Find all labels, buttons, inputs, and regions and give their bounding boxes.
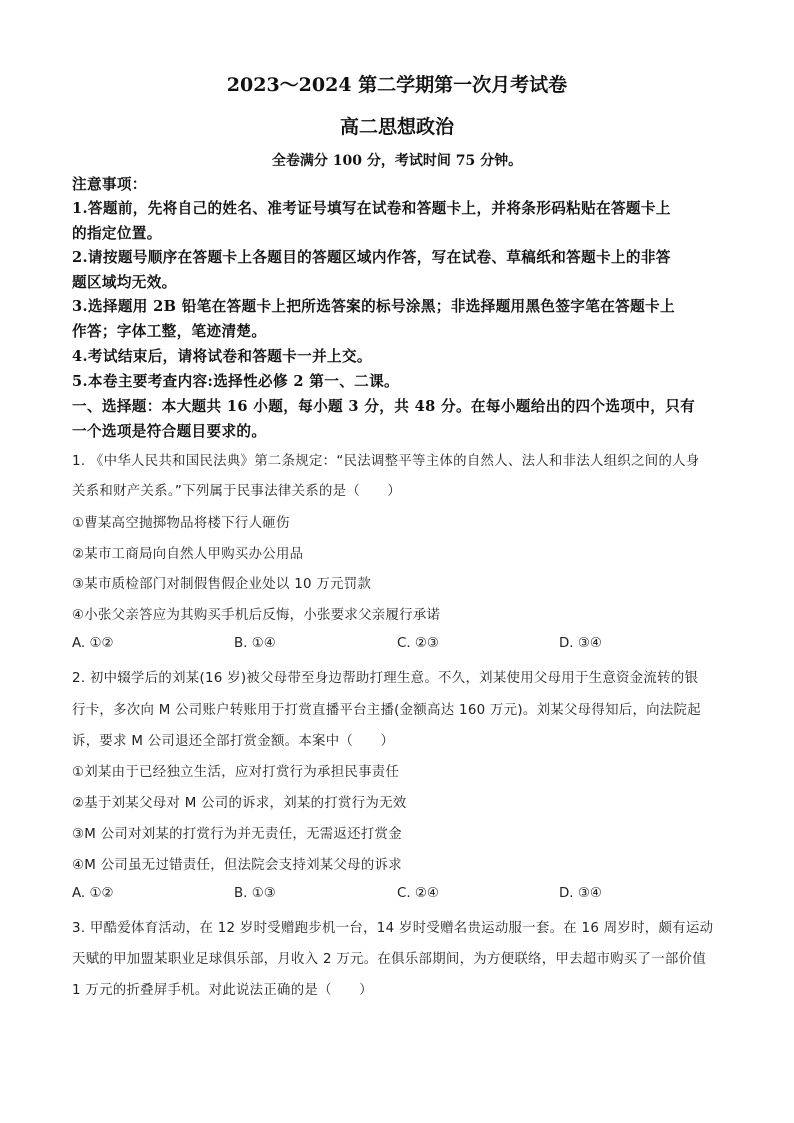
exam-subject: 高二思想政治 [339,116,454,138]
statement-item: ①曹某高空抛掷物品将楼下行人砸伤 [72,516,290,531]
statement-item: ③某市质检部门对制假售假企业处以 10 万元罚款 [72,577,372,592]
option-b[interactable]: B. ①③ [234,886,276,901]
notice-heading: 注意事项： [72,176,147,193]
question-stem-line: 1. 《中华人民共和国民法典》第二条规定：“民法调整平等主体的自然人、法人和非法人组织之间的人身 [72,454,700,469]
question-stem-line: 天赋的甲加盟某职业足球俱乐部，月收入 2 万元。在俱乐部期间，为方便联络，甲去超市购买了一部价值 [72,952,707,967]
question-stem-line: 1 万元的折叠屏手机。对此说法正确的是（ ） [72,983,373,998]
notice-line: 1.答题前，先将自己的姓名、准考证号填写在试卷和答题卡上，并将条形码粘贴在答题卡上 [72,200,671,217]
notice-line: 3.选择题用 2B 铅笔在答题卡上把所选答案的标号涂黑；非选择题用黑色签字笔在答题卡上 [72,298,675,315]
notice-line: 作答；字体工整，笔迹清楚。 [72,323,267,340]
statement-item: ②基于刘某父母对 M 公司的诉求，刘某的打赏行为无效 [72,796,407,811]
option-d[interactable]: D. ③④ [559,886,602,901]
statement-item: ④M 公司虽无过错责任，但法院会支持刘某父母的诉求 [72,858,402,873]
question-stem-line: 2. 初中辍学后的刘某(16 岁)被父母带至身边帮助打理生意。不久，刘某使用父母用于生意资金流转的银 [72,671,699,686]
option-b[interactable]: B. ①④ [234,636,276,651]
notice-line: 5.本卷主要考查内容:选择性必修 2 第一、二课。 [72,373,399,390]
option-a[interactable]: A. ①② [72,886,114,901]
notice-line: 2.请按题号顺序在答题卡上各题目的答题区域内作答，写在试卷、草稿纸和答题卡上的非答 [72,249,671,266]
exam-score-time: 全卷满分 100 分，考试时间 75 分钟。 [271,153,523,169]
statement-item: ①刘某由于已经独立生活，应对打赏行为承担民事责任 [72,765,400,780]
option-c[interactable]: C. ②④ [397,886,439,901]
section-heading-line: 一个选项是符合题目要求的。 [72,423,267,440]
statement-item: ④小张父亲答应为其购买手机后反悔，小张要求父亲履行承诺 [72,608,441,623]
question-stem-line: 关系和财产关系。”下列属于民事法律关系的是（ ） [72,484,402,499]
question-stem-line: 诉，要求 M 公司退还全部打赏金额。本案中（ ） [72,734,395,749]
statement-item: ③M 公司对刘某的打赏行为并无责任，无需返还打赏金 [72,827,402,842]
section-heading-line: 一、选择题：本大题共 16 小题，每小题 3 分，共 48 分。在每小题给出的四个选项中，只有 [72,398,696,415]
question-stem-line: 3. 甲酷爱体育活动，在 12 岁时受赠跑步机一台，14 岁时受赠名贵运动服一套。在 16 周岁时，颇有运动 [72,921,714,936]
option-a[interactable]: A. ①② [72,636,114,651]
option-d[interactable]: D. ③④ [559,636,602,651]
exam-title: 2023～2024 第二学期第一次月考试卷 [226,74,568,96]
notice-line: 4.考试结束后，请将试卷和答题卡一并上交。 [72,348,372,365]
notice-line: 题区域均无效。 [72,274,177,291]
question-stem-line: 行卡，多次向 M 公司账户转账用于打赏直播平台主播(金额高达 160 万元)。刘某父母得知后，向法院起 [72,703,701,718]
notice-line: 的指定位置。 [72,225,162,242]
option-c[interactable]: C. ②③ [397,636,439,651]
statement-item: ②某市工商局向自然人甲购买办公用品 [72,547,304,562]
